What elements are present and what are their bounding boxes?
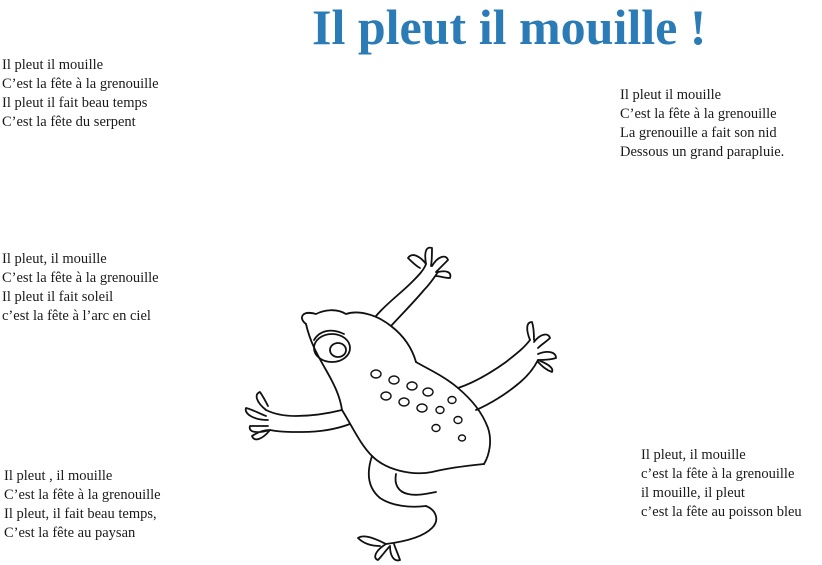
stanza-line: Il pleut, il mouille [641, 447, 746, 463]
stanza-line: C’est la fête à la grenouille [2, 270, 159, 286]
stanza-line: Il pleut , il mouille [4, 468, 113, 484]
stanza-3 [2, 250, 159, 326]
frog-right-arm [376, 264, 426, 316]
frog-spot [436, 407, 444, 414]
frog-spot [448, 397, 456, 404]
stanza-line: C’est la fête au paysan [4, 525, 136, 541]
frog-pupil [330, 343, 346, 357]
frog-spot [389, 376, 399, 384]
frog-spot [407, 382, 417, 390]
stanza-5 [641, 446, 802, 522]
frog-drawing-icon [226, 244, 598, 564]
frog-left-hand [246, 392, 270, 439]
stanza-1 [2, 56, 159, 132]
stanza-line: Il pleut il fait soleil [2, 289, 114, 305]
frog-spot [381, 392, 391, 400]
stanza-line: c’est la fête à la grenouille [641, 466, 795, 482]
stanza-line: c’est la fête au poisson bleu [641, 504, 802, 520]
stanza-line: C’est la fête à la grenouille [2, 76, 159, 92]
stanza-line: C’est la fête à la grenouille [4, 487, 161, 503]
frog-right-foot [527, 322, 556, 372]
frog-jaw-outline [306, 324, 342, 410]
frog-spot [399, 398, 409, 406]
frog-left-leg-lower [386, 506, 436, 544]
frog-spot [423, 388, 433, 396]
frog-spot [417, 404, 427, 412]
frog-left-arm-inner [270, 424, 350, 432]
frog-spot [459, 435, 466, 441]
frog-left-arm [266, 410, 342, 416]
frog-right-leg-inner [476, 360, 538, 410]
frog-left-leg [369, 456, 426, 507]
stanza-line: C’est la fête à la grenouille [620, 106, 777, 122]
stanza-line: C’est la fête du serpent [2, 114, 136, 130]
frog-right-leg [458, 340, 530, 388]
frog-spot [454, 417, 462, 424]
frog-spot [432, 425, 440, 432]
frog-left-foot [358, 536, 400, 560]
stanza-line: Il pleut, il mouille [2, 251, 107, 267]
stanza-line: c’est la fête à l’arc en ciel [2, 308, 151, 324]
stanza-line: Il pleut il mouille [620, 87, 722, 103]
stanza-line: Il pleut il mouille [2, 57, 104, 73]
page-title: Il pleut il mouille ! [312, 0, 707, 55]
stanza-line: Il pleut, il fait beau temps, [4, 506, 157, 522]
stanza-line: Dessous un grand parapluie. [620, 144, 785, 160]
stanza-4 [4, 467, 161, 543]
frog-spot [371, 370, 381, 378]
frog-back-outline [416, 362, 490, 464]
frog-left-leg-inner [396, 474, 437, 495]
frog-eye [314, 334, 350, 362]
stanza-line: il mouille, il pleut [641, 485, 745, 501]
stanza-line: La grenouille a fait son nid [620, 125, 777, 141]
stanza-line: Il pleut il fait beau temps [2, 95, 148, 111]
frog-right-hand [408, 248, 450, 278]
stanza-2 [620, 86, 784, 162]
